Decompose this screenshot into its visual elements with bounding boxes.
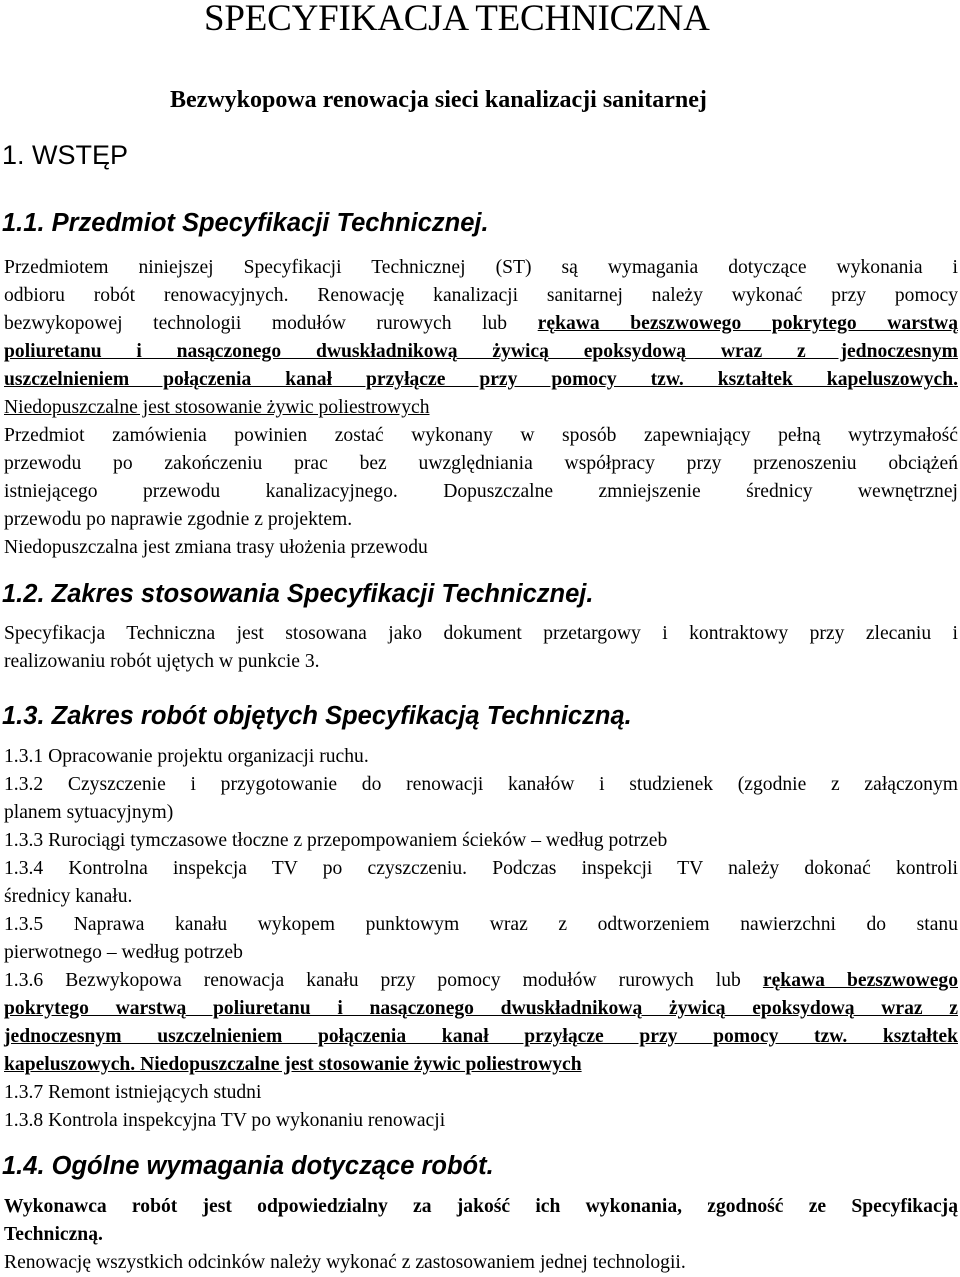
list-item: 1.3.7 Remont istniejących studni: [4, 1082, 262, 1103]
list-zakres-robot: [4, 743, 958, 1135]
list-item-continuation: planem sytuacyjnym): [4, 802, 174, 823]
list-item: 1.3.1 Opracowanie projektu organizacji ruchu.: [4, 746, 369, 767]
list-item-continuation: pierwotnego – według potrzeb: [4, 942, 243, 963]
text-line: przewodu po naprawie zgodnie z projektem.: [4, 509, 353, 530]
paragraph-zakres-stosowania: [4, 620, 958, 676]
emphasis-line: uszczelnieniem połączenia kanał przyłącze przy pomocy tzw. kształtek kapeluszowych.: [4, 369, 958, 390]
emphasis-text: rękawa bezszwowego pokrytego warstwą: [537, 313, 958, 334]
section-heading-1-3: 1.3. Zakres robót objętych Specyfikacją Techniczną.: [2, 702, 632, 730]
text-line: [4, 282, 958, 310]
section-heading-1-2: 1.2. Zakres stosowania Specyfikacji Technicznej.: [2, 580, 594, 608]
document-title: SPECYFIKACJA TECHNICZNA: [204, 0, 710, 39]
list-item: [4, 967, 958, 995]
list-item-continuation: średnicy kanału.: [4, 886, 133, 907]
text-line: Renowację wszystkich odcinków należy wykonać z zastosowaniem jednej technologii.: [4, 1252, 686, 1273]
text-line: Przedmiot zamówienia powinien zostać wykonany w sposób zapewniający pełną wytrzymałość: [4, 425, 958, 446]
text-line: przewodu po zakończeniu prac bez uwzględniania współpracy przy przenoszeniu obciążeń: [4, 453, 958, 474]
emphasis-line: jednoczesnym uszczelnieniem połączenia kanał przyłącze przy pomocy tzw. kształtek: [4, 1026, 958, 1047]
text-span: 1.3.6 Bezwykopowa renowacja kanału przy pomocy modułów rurowych lub: [4, 970, 741, 991]
list-item: 1.3.3 Rurociągi tymczasowe tłoczne z przepompowaniem ścieków – według potrzeb: [4, 830, 668, 851]
emphasis-line: Techniczną.: [4, 1224, 103, 1245]
document-subtitle: Bezwykopowa renowacja sieci kanalizacji sanitarnej: [170, 87, 707, 113]
emphasis-text: rękawa bezszwowego: [762, 970, 958, 991]
emphasis-line: kapeluszowych. Niedopuszczalne jest stosowanie żywic poliestrowych: [4, 1054, 582, 1075]
text-line: Przedmiotem niniejszej Specyfikacji Technicznej (ST) są wymagania dotyczące wykonania i: [4, 257, 958, 278]
section-heading-1-4: 1.4. Ogólne wymagania dotyczące robót.: [2, 1152, 494, 1180]
list-item: 1.3.8 Kontrola inspekcyjna TV po wykonaniu renowacji: [4, 1110, 446, 1131]
text-line: [4, 310, 958, 338]
emphasis-line: pokrytego warstwą poliuretanu i nasączonego dwuskładnikową żywicą epoksydową wraz z: [4, 998, 958, 1019]
text-line: istniejącego przewodu kanalizacyjnego. Dopuszczalne zmniejszenie średnicy wewnętrznej: [4, 481, 958, 502]
text-span: odbioru robót renowacyjnych.: [4, 285, 289, 306]
emphasis-line: poliuretanu i nasączonego dwuskładnikową żywicą epoksydową wraz z jednoczesnym: [4, 341, 958, 362]
paragraph-ogolne-wymagania: [4, 1193, 958, 1277]
text-span: bezwykopowej technologii modułów rurowych lub: [4, 313, 508, 334]
list-item: 1.3.5 Naprawa kanału wykopem punktowym wraz z odtworzeniem nawierzchni do stanu: [4, 914, 958, 935]
list-item: 1.3.4 Kontrolna inspekcja TV po czyszczeniu. Podczas inspekcji TV należy dokonać kontroli: [4, 858, 958, 879]
section-heading-1-1: 1.1. Przedmiot Specyfikacji Technicznej.: [2, 209, 489, 237]
section-heading-wstep: 1. WSTĘP: [2, 140, 129, 170]
emphasis-line: Niedopuszczalne jest stosowanie żywic poliestrowych: [4, 397, 430, 418]
text-line: realizowaniu robót ujętych w punkcie 3.: [4, 651, 320, 672]
text-span: Renowację kanalizacji sanitarnej należy wykonać przy pomocy: [317, 285, 959, 306]
emphasis-line: Wykonawca robót jest odpowiedzialny za jakość ich wykonania, zgodność ze Specyfikacją: [4, 1196, 958, 1217]
text-line: Niedopuszczalna jest zmiana trasy ułożenia przewodu: [4, 537, 428, 558]
paragraph-przedmiot: [4, 254, 958, 562]
text-line: Specyfikacja Techniczna jest stosowana jako dokument przetargowy i kontraktowy przy zlecaniu i: [4, 623, 958, 644]
list-item: 1.3.2 Czyszczenie i przygotowanie do renowacji kanałów i studzienek (zgodnie z załączonym: [4, 774, 958, 795]
